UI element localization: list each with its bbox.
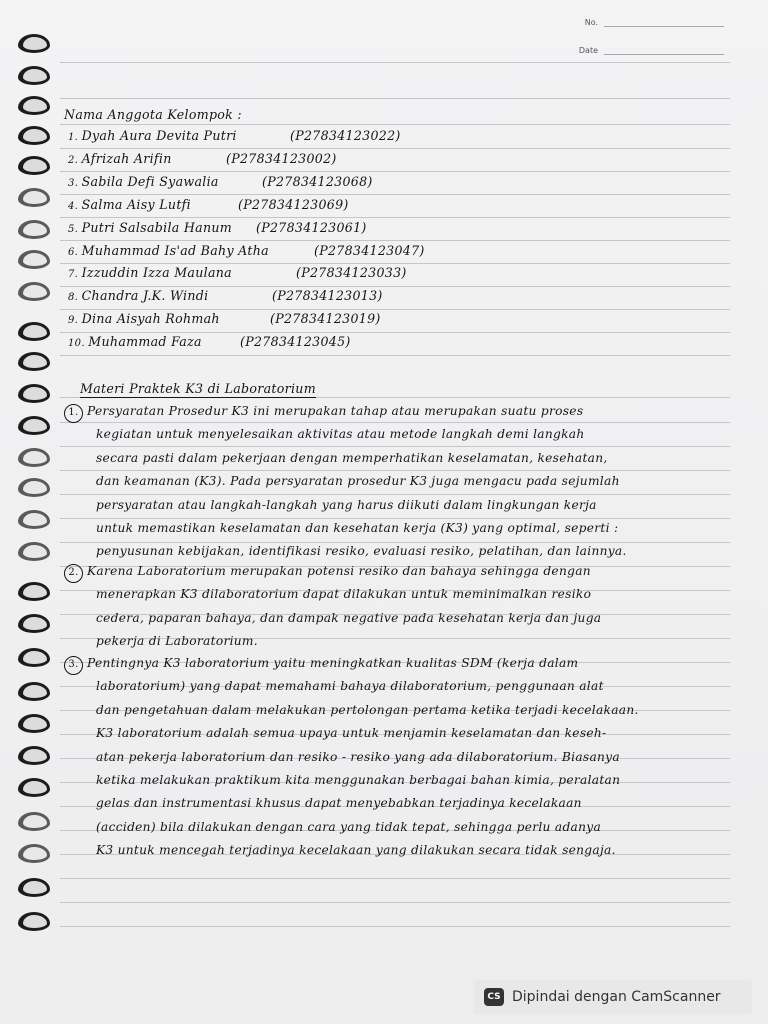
binder-hole-icon [18,220,50,239]
point-text: cedera, paparan bahaya, dan dampak negative pada kesehatan kerja dan juga [96,610,602,625]
member-number: 3. [68,177,82,189]
member-name: Dina Aisyah Rohmah [81,311,220,327]
member-number: 1. [68,132,82,143]
member-row [68,308,738,332]
binder-hole-icon [18,614,50,633]
ruled-line [60,355,730,356]
point-line [64,560,738,583]
point-line [96,816,738,838]
member-number: 7. [68,269,82,281]
member-id: (P27834123033) [296,265,407,281]
point-line [64,652,738,675]
point-text: Persyaratan Prosedur K3 ini merupakan tahap atau merupakan suatu proses [87,404,584,418]
member-row [68,262,738,286]
point-text: penyusunan kebijakan, identifikasi resiko, evaluasi resiko, pelatihan, dan lainnya. [96,544,627,559]
ruled-line [60,902,730,903]
point-line [96,769,738,791]
ruled-line [60,926,730,927]
point-number-badge: 2. [64,564,83,583]
point-text: K3 laboratorium adalah semua upaya untuk menjamin keselamatan dan keseh- [96,726,607,741]
point-text: laboratorium) yang dapat memahami bahaya dilaboratorium, penggunaan alat [96,679,604,694]
binder-hole-icon [18,778,50,797]
binder-hole-icon [18,188,50,207]
member-id: (P27834123045) [240,334,351,350]
member-row [68,171,738,195]
ruled-line [60,98,730,99]
member-id: (P27834123013) [272,288,383,304]
camscanner-badge [474,980,752,1014]
point-text: dan keamanan (K3). Pada persyaratan prosedur K3 juga mengacu pada sejumlah [96,474,620,489]
member-id: (P27834123069) [238,196,349,212]
point-line [96,423,738,445]
binder-hole-icon [18,746,50,765]
point-line [96,699,738,721]
member-row [68,217,738,241]
point-line [96,630,738,652]
binder-hole-icon [18,510,50,529]
member-name: Salma Aisy Lutfi [81,196,191,212]
member-id: (P27834123068) [262,173,373,189]
date-field [579,46,724,55]
point-text: Karena Laboratorium merupakan potensi resiko dan bahaya sehingga dengan [87,564,591,578]
point-text: atan pekerja laboratorium dan resiko - resiko yang ada dilaboratorium. Biasanya [96,749,620,764]
binder-hole-icon [18,878,50,897]
member-name: Afrizah Arifin [81,150,172,166]
materi-title-text: Materi Praktek K3 di Laboratorium [80,381,316,396]
point-text: menerapkan K3 dilaboratorium dapat dilakukan untuk meminimalkan resiko [96,587,592,602]
member-id: (P27834123047) [314,242,425,258]
binder-hole-icon [18,812,50,831]
point-number-badge: 1. [64,404,83,423]
point-text: gelas dan instrumentasi khusus dapat menyebabkan terjadinya kecelakaan [96,796,582,811]
binder-hole-icon [18,912,50,931]
members-title: Nama Anggota Kelompok : [64,107,242,122]
member-id: (P27834123002) [226,150,337,166]
point-line [96,675,738,697]
binder-hole-icon [18,322,50,341]
member-number: 10. [68,338,89,350]
member-name: Chandra J.K. Windi [81,288,209,304]
point-text: K3 untuk mencegah terjadinya kecelakaan yang dilakukan secara tidak sengaja. [96,843,616,858]
binder-hole-icon [18,126,50,145]
member-name: Muhammad Faza [88,334,202,350]
ruled-line [60,878,730,879]
point-text: untuk memastikan keselamatan dan kesehatan kerja (K3) yang optimal, seperti : [96,521,619,535]
member-number: 5. [68,223,82,235]
point-line [96,607,738,629]
member-row [68,240,738,264]
binder-hole-icon [18,66,50,85]
point-text: ketika melakukan praktikum kita menggunakan berbagai bahan kimia, peralatan [96,773,621,787]
point-text: dan pengetahuan dalam melakukan pertolongan pertama ketika terjadi kecelakaan. [96,702,639,717]
binder-hole-icon [18,844,50,863]
member-row [68,331,738,355]
member-name: Muhammad Is'ad Bahy Atha [81,242,269,258]
ruled-line [60,62,730,63]
date-label: Date [578,46,598,55]
binder-hole-icon [18,250,50,269]
point-line [96,583,738,605]
binder-holes [14,22,54,952]
member-name: Izzuddin Izza Maulana [81,265,232,281]
no-field [585,18,724,27]
point-text: Pentingnya K3 laboratorium yaitu meningkatkan kualitas SDM (kerja dalam [87,656,579,670]
binder-hole-icon [18,384,50,403]
point-line [96,517,738,539]
binder-hole-icon [18,96,50,115]
camscanner-text: Dipindai dengan CamScanner [512,989,721,1005]
point-line [96,746,738,768]
binder-hole-icon [18,682,50,701]
binder-hole-icon [18,282,50,301]
point-line [96,447,738,469]
point-text: (acciden) bila dilakukan dengan cara yang tidak tepat, sehingga perlu adanya [96,819,602,834]
point-text: pekerja di Laboratorium. [96,634,258,649]
binder-hole-icon [18,156,50,175]
binder-hole-icon [18,582,50,601]
member-number: 9. [68,315,82,327]
member-name: Putri Salsabila Hanum [81,219,233,235]
point-text: secara pasti dalam pekerjaan dengan memperhatikan keselamatan, kesehatan, [96,450,608,465]
point-line [96,722,738,744]
member-number: 4. [68,200,82,212]
no-label: No. [584,18,598,27]
member-row [68,285,738,309]
point-line [96,470,738,492]
member-number: 2. [68,154,82,166]
binder-hole-icon [18,478,50,497]
binder-hole-icon [18,34,50,53]
binder-hole-icon [18,648,50,667]
member-name: Dyah Aura Devita Putri [81,128,237,143]
binder-hole-icon [18,542,50,561]
point-text: kegiatan untuk menyelesaikan aktivitas atau metode langkah demi langkah [96,427,585,442]
binder-hole-icon [18,714,50,733]
member-row [68,194,738,218]
point-line [96,839,738,861]
member-number: 8. [68,292,82,304]
member-id: (P27834123022) [290,128,401,143]
point-line [64,400,738,423]
member-number: 6. [68,246,82,258]
binder-hole-icon [18,448,50,467]
point-line [96,494,738,516]
binder-hole-icon [18,416,50,435]
member-id: (P27834123061) [256,219,367,235]
point-number-badge: 3. [64,656,83,675]
member-row [68,148,738,172]
point-text: persyaratan atau langkah-langkah yang harus diikuti dalam lingkungan kerja [96,497,597,512]
materi-title [80,378,738,400]
member-row [68,125,738,149]
binder-hole-icon [18,352,50,371]
point-line [96,792,738,814]
member-name: Sabila Defi Syawalia [81,173,219,189]
camscanner-logo-icon: CS [484,988,504,1006]
member-id: (P27834123019) [270,311,381,327]
